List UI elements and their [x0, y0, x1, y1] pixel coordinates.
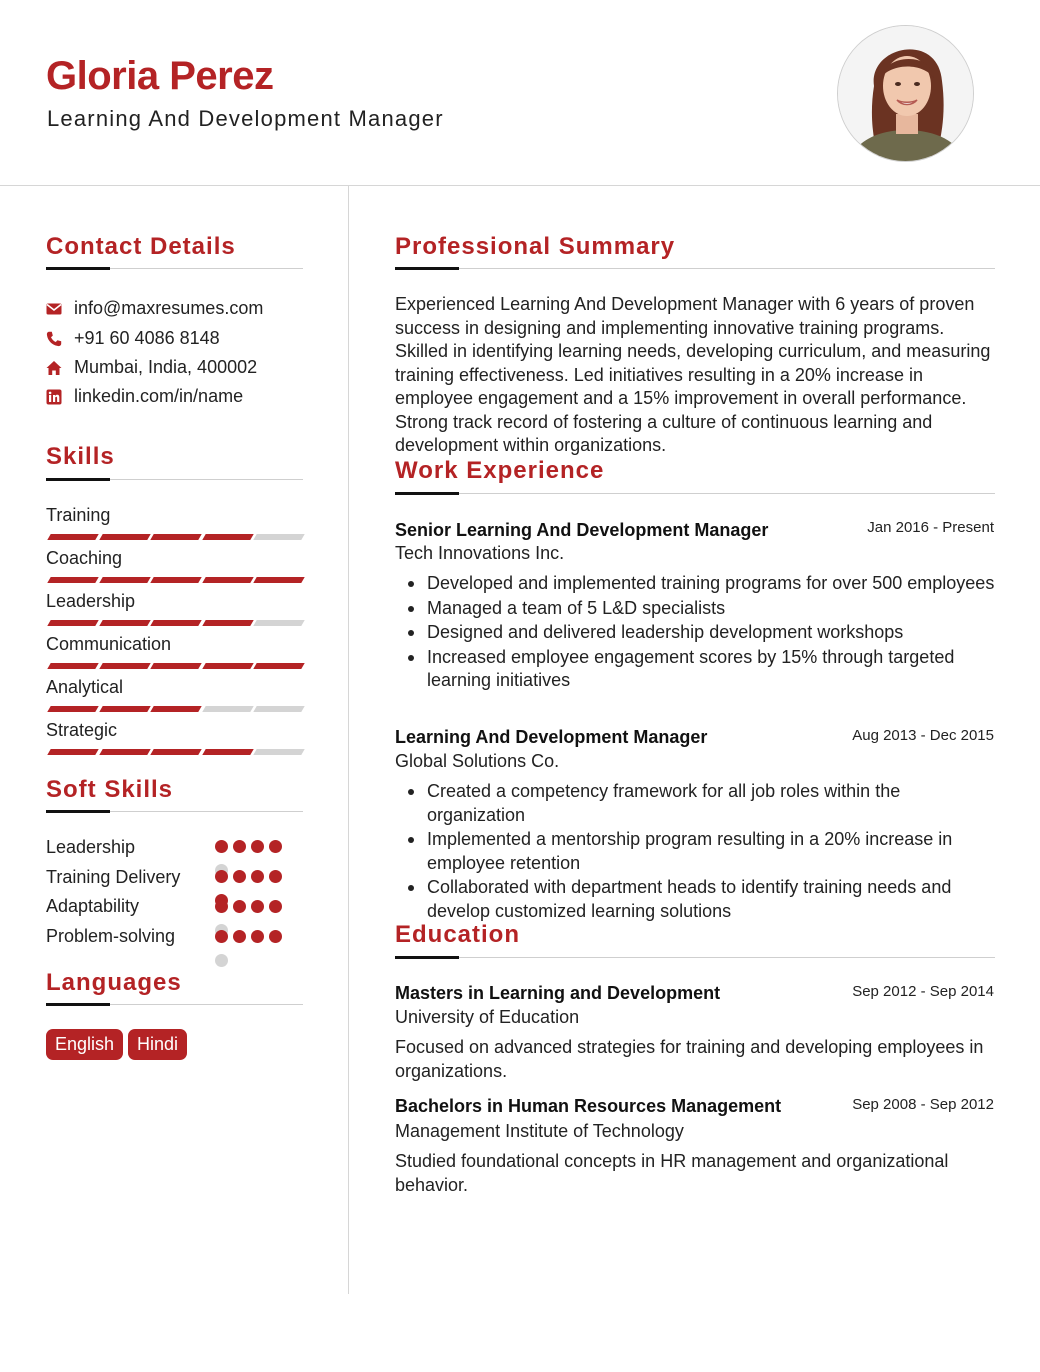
- contact-email[interactable]: [46, 298, 263, 319]
- skill-segment-filled: [150, 663, 201, 669]
- skill-segment-filled: [202, 620, 253, 626]
- soft-skill-name: Adaptability: [46, 896, 140, 916]
- skill-segment-empty: [253, 534, 304, 540]
- education-section-rule: [395, 957, 995, 958]
- contact-address: [46, 357, 257, 378]
- degree-dates: Sep 2012 - Sep 2014: [852, 983, 994, 1000]
- contact-phone-text: +91 60 4086 8148: [74, 328, 220, 348]
- skill-segment-filled: [99, 577, 150, 583]
- rating-dot-filled: [233, 870, 246, 883]
- skill-segment-filled: [150, 534, 201, 540]
- experience-section-rule: [395, 493, 995, 494]
- skill-segment-empty: [202, 706, 253, 712]
- school-name: Management Institute of Technology: [395, 1121, 684, 1141]
- job-bullet: Increased employee engagement scores by 15% through targeted learning initiatives: [395, 646, 995, 693]
- candidate-name: Gloria Perez: [46, 54, 274, 98]
- rating-dot-filled: [269, 930, 282, 943]
- skill-name: Communication: [46, 634, 172, 654]
- summary-text: Experienced Learning And Development Manager with 6 years of proven success in designing and implementing innovative training programs. Skilled in identifying learning needs, developing curriculum, and measuring training effectiveness. Led initiatives resulting in a 20% increase in employee engagement and a 15% improvement in overall performance. Strong track record of fostering a culture of continuous learning and development within organizations.: [395, 294, 991, 455]
- degree-title: Masters in Learning and Development: [395, 983, 721, 1003]
- skill-name: Analytical: [46, 677, 124, 697]
- rating-dot-empty: [215, 954, 228, 967]
- language-tag-english: English: [46, 1029, 123, 1060]
- rating-dot-filled: [269, 900, 282, 913]
- experience-section-title: Work Experience: [395, 457, 605, 484]
- rating-dot-filled: [233, 900, 246, 913]
- skill-segment-filled: [150, 706, 201, 712]
- job-bullet: Collaborated with department heads to identify training needs and develop customized learning solutions: [395, 876, 995, 923]
- rating-dot-filled: [251, 870, 264, 883]
- skill-level-bar: [46, 663, 302, 669]
- phone-icon: [46, 331, 62, 347]
- linkedin-icon: [46, 389, 62, 405]
- degree-description: Studied foundational concepts in HR management and organizational behavior.: [395, 1151, 949, 1195]
- summary-section-rule: [395, 268, 995, 269]
- skill-level-bar: [46, 577, 302, 583]
- skill-segment-filled: [47, 534, 98, 540]
- skill-segment-filled: [253, 663, 304, 669]
- skill-segment-filled: [150, 577, 201, 583]
- rating-dot-filled: [269, 870, 282, 883]
- degree-title: Bachelors in Human Resources Management: [395, 1096, 782, 1116]
- contact-phone[interactable]: [46, 328, 220, 349]
- soft-skill-name: Leadership: [46, 837, 136, 857]
- job-bullets: [395, 572, 995, 694]
- profile-photo: [837, 25, 974, 162]
- soft-skills-section-title: Soft Skills: [46, 776, 174, 803]
- skill-segment-filled: [253, 577, 304, 583]
- contact-section-title: Contact Details: [46, 233, 236, 260]
- candidate-role: Learning And Development Manager: [47, 106, 444, 131]
- rating-dot-filled: [251, 840, 264, 853]
- contact-linkedin-text: linkedin.com/in/name: [74, 386, 244, 406]
- soft-skill-name: Training Delivery: [46, 867, 181, 887]
- job-title: Senior Learning And Development Manager: [395, 520, 769, 540]
- contact-linkedin[interactable]: [46, 386, 243, 407]
- skill-segment-filled: [47, 706, 98, 712]
- rating-dot-filled: [233, 840, 246, 853]
- rating-dot-filled: [251, 900, 264, 913]
- job-dates: Jan 2016 - Present: [867, 519, 994, 536]
- languages-section-title: Languages: [46, 969, 182, 996]
- skill-segment-empty: [253, 749, 304, 755]
- skill-segment-filled: [202, 534, 253, 540]
- skill-segment-filled: [47, 620, 98, 626]
- soft-skill-name: Problem-solving: [46, 926, 176, 946]
- job-company: Tech Innovations Inc.: [395, 543, 565, 563]
- language-tag-hindi: Hindi: [128, 1029, 187, 1060]
- rating-dot-filled: [215, 930, 228, 943]
- skill-segment-filled: [99, 749, 150, 755]
- skill-segment-empty: [253, 706, 304, 712]
- job-title: Learning And Development Manager: [395, 727, 708, 747]
- skill-segment-filled: [99, 534, 150, 540]
- job-bullet: Created a competency framework for all job roles within the organization: [395, 780, 995, 827]
- summary-section-title: Professional Summary: [395, 233, 676, 260]
- job-bullet: Developed and implemented training programs for over 500 employees: [395, 572, 995, 596]
- skill-segment-filled: [99, 620, 150, 626]
- skill-level-bar: [46, 706, 302, 712]
- job-bullet: Implemented a mentorship program resulting in a 20% increase in employee retention: [395, 828, 995, 875]
- envelope-icon: [46, 301, 62, 317]
- skill-name: Training: [46, 505, 111, 525]
- contact-section-rule: [46, 268, 303, 269]
- resume-header: [0, 0, 1040, 186]
- job-bullets: [395, 780, 995, 924]
- rating-dot-filled: [215, 870, 228, 883]
- job-dates: Aug 2013 - Dec 2015: [852, 727, 994, 744]
- skill-segment-filled: [47, 663, 98, 669]
- skill-segment-filled: [150, 620, 201, 626]
- skill-segment-filled: [202, 663, 253, 669]
- contact-address-text: Mumbai, India, 400002: [74, 357, 258, 377]
- skills-section-title: Skills: [46, 443, 115, 470]
- skill-level-bar: [46, 620, 302, 626]
- skill-level-bar: [46, 749, 302, 755]
- skill-name: Strategic: [46, 720, 118, 740]
- skill-segment-filled: [47, 749, 98, 755]
- rating-dot-filled: [215, 840, 228, 853]
- languages-section-rule: [46, 1004, 303, 1005]
- rating-dot-filled: [215, 900, 228, 913]
- skills-section-rule: [46, 479, 303, 480]
- skill-segment-filled: [47, 577, 98, 583]
- soft-skills-section-rule: [46, 811, 303, 812]
- rating-dot-filled: [251, 930, 264, 943]
- skill-level-bar: [46, 534, 302, 540]
- rating-dot-filled: [233, 930, 246, 943]
- job-bullet: Managed a team of 5 L&D specialists: [395, 597, 995, 621]
- skill-segment-filled: [202, 577, 253, 583]
- education-section-title: Education: [395, 921, 521, 948]
- school-name: University of Education: [395, 1007, 580, 1027]
- degree-dates: Sep 2008 - Sep 2012: [852, 1096, 994, 1113]
- skill-segment-empty: [253, 620, 304, 626]
- column-divider: [348, 186, 349, 1294]
- job-bullet: Designed and delivered leadership development workshops: [395, 621, 995, 645]
- job-company: Global Solutions Co.: [395, 751, 560, 771]
- skill-segment-filled: [150, 749, 201, 755]
- skill-name: Leadership: [46, 591, 136, 611]
- skill-name: Coaching: [46, 548, 123, 568]
- skill-segment-filled: [202, 749, 253, 755]
- skill-segment-filled: [99, 663, 150, 669]
- home-icon: [46, 360, 62, 376]
- rating-dot-filled: [269, 840, 282, 853]
- degree-description: Focused on advanced strategies for training and developing employees in organizations.: [395, 1037, 984, 1081]
- contact-email-text: info@maxresumes.com: [74, 298, 264, 318]
- skill-segment-filled: [99, 706, 150, 712]
